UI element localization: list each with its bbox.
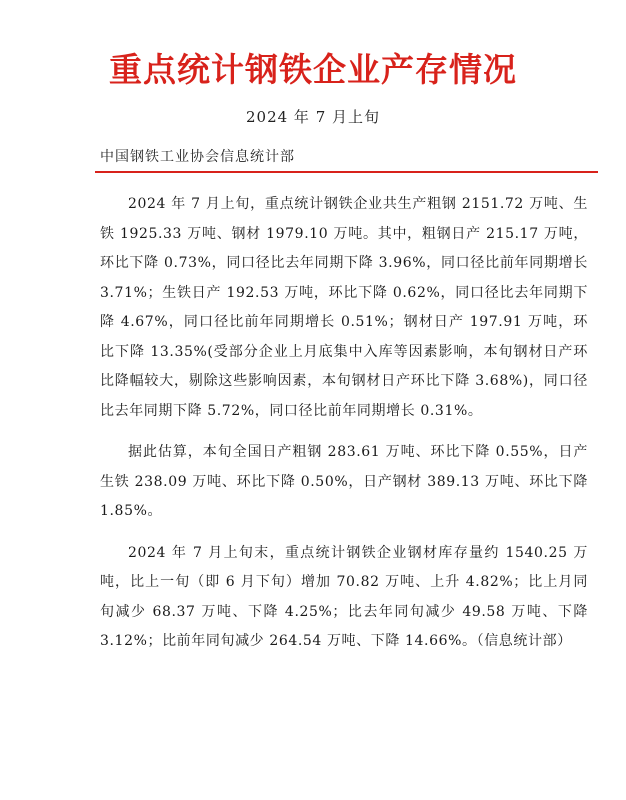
paragraph-production: 2024 年 7 月上旬，重点统计钢铁企业共生产粗钢 2151.72 万吨、生铁 1925.33 万吨、钢材 1979.10 万吨。其中，粗钢日产 215.17 万吨，环比下降 0.73%，同口径比去年同期下降 3.96%，同口径比前年同期增长 3.71%；生铁日产 192.53 万吨，环比下降 0.62%，同口径比去年同期下降 4.67%，同口径比前年同期增长 0.51%；钢材日产 197.91 万吨，环比下降 13.35%(受部分企业上月底集中入库等因素影响，本旬钢材日产环比降幅较大，剔除这些影响因素，本旬钢材日产环比下降 3.68%)，同口径比去年同期下降 5.72%，同口径比前年同期增长 0.31%。 — [100, 196, 588, 419]
header-divider — [95, 171, 598, 173]
paragraph-national-estimate: 据此估算，本旬全国日产粗钢 283.61 万吨、环比下降 0.55%，日产生铁 238.09 万吨、环比下降 0.50%，日产钢材 389.13 万吨、环比下降 1.85%。 — [100, 444, 588, 519]
document-date: 2024 年 7 月上旬 — [245, 108, 381, 126]
document-body — [100, 190, 588, 669]
paragraph-inventory: 2024 年 7 月上旬末，重点统计钢铁企业钢材库存量约 1540.25 万吨，比上一旬（即 6 月下旬）增加 70.82 万吨、上升 4.82%；比上月同旬减少 68.37 万吨、下降 4.25%；比去年同旬减少 49.58 万吨、下降 3.12%；比前年同旬减少 264.54 万吨、下降 14.66%。（信息统计部） — [100, 544, 588, 649]
document-title: 重点统计钢铁企业产存情况 — [109, 50, 517, 89]
issuing-organization: 中国钢铁工业协会信息统计部 — [100, 149, 295, 165]
